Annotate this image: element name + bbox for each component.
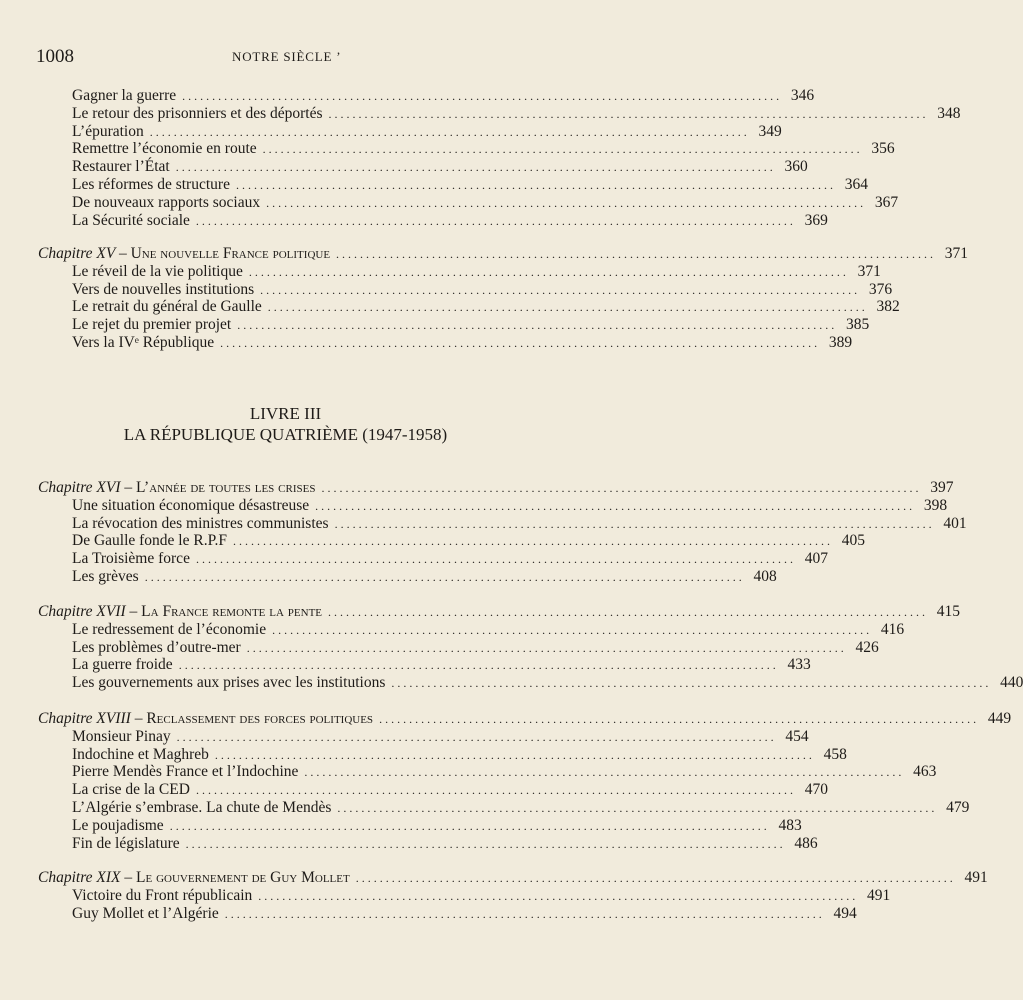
toc-entry [0,532,865,550]
page-header [36,46,506,70]
dot-leader [266,194,863,212]
toc-entry [0,193,899,212]
chapter-heading-label [38,245,330,263]
page-ref: 454 [785,727,809,745]
chapter-heading-label [38,603,322,621]
entry-text: Une situation économique désastreuse [72,496,310,514]
entry-text: L’épuration [72,122,144,140]
toc-entry-label [72,728,171,746]
entry-text: Restaurer l’État [72,158,170,176]
chapter-heading [0,245,969,263]
page-ref: 397 [930,479,954,496]
toc-entry-label [72,497,309,515]
page-ref: 385 [845,316,870,334]
toc-entry-label [72,281,254,299]
chapter-heading-label [38,710,373,728]
entry-text: Remettre l’économie en route [72,140,257,158]
toc-entry [0,104,961,123]
toc-entry-label [72,105,323,123]
dot-leader [258,887,855,905]
toc-entry-label [72,298,262,316]
dot-leader [329,105,926,123]
toc-entry [0,211,828,230]
page-ref: 470 [804,781,828,799]
entry-text: Pierre Mendès France et l’Indochine [72,763,299,781]
page-ref: 371 [857,262,881,280]
chapter-title: Reclassement des forces politiques [146,710,374,727]
chapter-number: Chapitre XVI – [38,479,133,496]
page-ref: 491 [964,869,988,886]
toc-entry [0,550,828,568]
toc-entry-label [72,140,257,158]
toc-entry [0,280,893,299]
page-ref: 449 [987,710,1012,727]
dot-leader [356,869,953,887]
page-ref: 398 [923,496,948,514]
toc-entry [0,763,937,781]
toc-entry-label [72,674,385,692]
dot-leader [335,515,932,533]
toc-entry [0,140,895,158]
toc-entry [0,176,868,194]
dot-leader [315,497,912,515]
toc-entry-label [72,887,252,905]
chapter-heading-label [38,479,315,497]
toc-entry-label [72,176,230,194]
entry-text: Vers la IVᵉ République [72,334,215,351]
chapter-title: Le gouvernement de Guy Mollet [136,869,350,886]
dot-leader [176,158,773,176]
entry-text: La Troisième force [72,550,190,568]
chapter-number: Chapitre XVII – [38,603,138,620]
page-ref: 360 [784,158,808,176]
page-ref: 463 [913,763,937,781]
dot-leader [336,245,933,263]
toc-entry [0,568,777,586]
dot-leader [182,87,779,105]
chapter-number: Chapitre XVIII – [38,710,143,727]
toc-entry-label [72,123,144,141]
page-ref: 416 [880,620,905,638]
toc-entry [0,886,891,905]
toc-entry-label [72,905,219,923]
page-ref: 491 [867,886,891,904]
dot-leader [236,176,833,194]
toc-entry [0,87,815,105]
chapter-heading [0,869,988,887]
toc-entry [0,638,879,657]
dot-leader [215,746,812,764]
dot-leader [233,532,830,550]
toc-entry-label [72,550,190,568]
chapter-title: La France remonte la pente [141,603,323,620]
page-ref: 382 [876,298,900,316]
page-ref: 349 [758,122,782,140]
dot-leader [145,568,742,586]
page-ref: 389 [828,334,853,351]
toc-entry-label [72,639,241,657]
toc-entry-label [72,656,173,674]
entry-text: La Sécurité sociale [72,211,190,229]
entry-text: Les réformes de structure [72,176,230,193]
entry-text: Le redressement de l’économie [72,620,267,638]
entry-text: Monsieur Pinay [72,727,171,745]
toc-entry-label [72,763,298,781]
toc-entry [0,298,900,316]
toc-entry [0,656,811,674]
toc-entry-label [72,817,164,835]
toc-entry-label [72,87,176,105]
toc-entry-label [72,158,170,176]
entry-text: La révocation des ministres communistes [72,514,329,532]
entry-text: Le retrait du général de Gaulle [72,298,262,316]
entry-text: Guy Mollet et l’Algérie [72,904,219,922]
toc-entry-label [72,835,180,853]
toc-entry-label [72,799,331,817]
toc-entry-label [72,568,139,586]
toc-entry [0,816,802,835]
page-ref: 458 [823,745,847,763]
dot-leader [186,835,783,853]
dot-leader [268,298,865,316]
chapter-heading-label [38,869,350,887]
entry-text: Le réveil de la vie politique [72,262,243,280]
chapter-title: L’année de toutes les crises [136,479,316,496]
page-ref: 433 [787,656,811,674]
toc-entry [0,799,970,817]
page-ref: 479 [946,799,970,816]
chapter-heading [0,479,954,497]
running-head: NOTRE SIÈCLE ’ [232,49,342,64]
toc-entry [0,904,857,923]
page-ref: 376 [868,280,893,298]
toc-entry-label [72,263,243,281]
entry-text: L’Algérie s’embrase. La chute de Mendès [72,799,332,816]
page-ref: 486 [794,834,818,852]
page-ref: 440 [1000,674,1023,692]
page-ref: 494 [833,904,857,922]
page-number: 1008 [36,46,74,67]
toc-entry [0,514,967,533]
dot-leader [196,212,793,230]
toc-entry [0,620,905,639]
toc-entry [0,334,853,352]
page-ref: 408 [753,568,777,585]
entry-text: Le rejet du premier projet [72,316,232,334]
dot-leader [249,263,846,281]
toc-entry [0,316,870,334]
toc-entry-label [72,532,227,550]
toc-entry-label [72,515,329,533]
dot-leader [237,316,834,334]
page-ref: 356 [871,140,895,158]
dot-leader [260,281,857,299]
page-ref: 364 [844,176,868,193]
dot-leader [247,639,844,657]
toc-entry-label [72,194,260,212]
toc-entry-label [72,334,214,352]
dot-leader [150,123,747,141]
toc-entry-label [72,746,209,764]
livre-title: LA RÉPUBLIQUE QUATRIÈME (1947-1958) [123,425,448,444]
entry-text: Victoire du Front républicain [72,886,253,904]
dot-leader [337,799,934,817]
chapter-title: Une nouvelle France politique [130,245,331,262]
dot-leader [391,674,988,692]
entry-text: Vers de nouvelles institutions [72,280,255,298]
dot-leader [304,763,901,781]
page-ref: 348 [937,104,961,122]
entry-text: La crise de la CED [72,781,190,799]
chapter-number: Chapitre XIX – [38,869,133,886]
toc-entry [0,496,948,515]
toc-entry [0,674,1023,692]
dot-leader [220,334,817,352]
entry-text: Les grèves [72,568,139,585]
page-ref: 407 [804,550,828,568]
dot-leader [196,550,793,568]
dot-leader [272,621,869,639]
toc-entry [0,781,828,799]
page-ref: 346 [790,87,815,104]
dot-leader [179,656,776,674]
page-ref: 415 [936,603,961,620]
dot-leader [321,479,918,497]
chapter-heading [0,603,961,621]
page-ref: 371 [944,245,969,262]
entry-text: Les problèmes d’outre-mer [72,638,241,656]
toc-entry [0,122,782,141]
dot-leader [328,603,925,621]
entry-text: Indochine et Maghreb [72,745,209,763]
page-ref: 369 [804,211,828,229]
toc-entry-label [72,316,231,334]
dot-leader [170,817,767,835]
entry-text: De Gaulle fonde le R.P.F [72,532,227,550]
chapter-heading [0,710,1012,728]
entry-text: Le poujadisme [72,816,164,834]
toc-entry-label [72,212,190,230]
entry-text: Le retour des prisonniers et des déportés [72,104,323,122]
chapter-number: Chapitre XV – [38,245,127,262]
dot-leader [196,781,793,799]
page-ref: 426 [855,638,879,656]
toc-entry [0,834,818,853]
page-ref: 367 [874,193,899,211]
page-ref: 405 [841,532,865,550]
toc-entry [0,262,881,281]
dot-leader [225,905,822,923]
entry-text: Fin de législature [72,834,180,852]
dot-leader [379,710,976,728]
page-ref: 401 [943,514,967,532]
toc-entry [0,158,808,176]
entry-text: Les gouvernements aux prises avec les institutions [72,674,386,692]
dot-leader [263,140,860,158]
page-ref: 483 [778,816,802,834]
entry-text: La guerre froide [72,656,173,674]
toc-entry-label [72,621,266,639]
toc-entry [0,745,847,764]
toc-entry-label [72,781,190,799]
entry-text: Gagner la guerre [72,87,177,104]
livre-label: LIVRE III [249,404,322,423]
entry-text: De nouveaux rapports sociaux [72,193,261,211]
dot-leader [177,728,774,746]
toc-entry [0,727,809,746]
